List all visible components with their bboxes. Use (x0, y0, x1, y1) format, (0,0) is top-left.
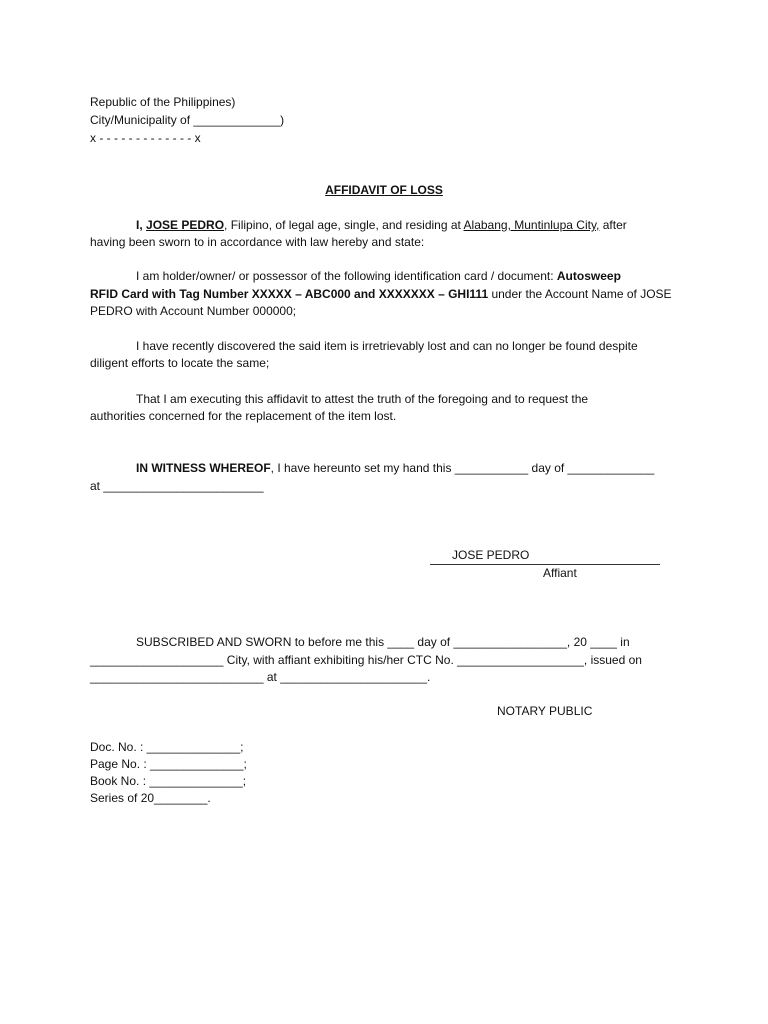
intro-line-1 (136, 217, 627, 234)
witness-text: , I have hereunto set my hand this ___________ day of _____________ (270, 461, 655, 475)
para1-text: I am holder/owner/ or possessor of the following identification card / document: (136, 269, 557, 283)
para3-line-2: authorities concerned for the replacement of the item lost. (90, 409, 397, 423)
para1-line-3: PEDRO with Account Number 000000; (90, 304, 297, 318)
notary-public-label: NOTARY PUBLIC (497, 704, 593, 718)
para2-line-2: diligent efforts to locate the same; (90, 356, 270, 370)
intro-lead: I, (136, 218, 147, 232)
page-number: Page No. : ______________; (90, 757, 247, 771)
caption-city: City/Municipality of _____________) (90, 113, 285, 127)
jurat-line-3: __________________________ at ______________________. (90, 670, 431, 684)
intro-line-2: having been sworn to in accordance with law hereby and state: (90, 235, 425, 249)
document-title: AFFIDAVIT OF LOSS (325, 183, 443, 197)
jurat-line-2: ____________________ City, with affiant exhibiting his/her CTC No. ___________________, issued on (90, 653, 642, 667)
para1-item: Autosweep (556, 269, 621, 283)
affiant-name: JOSE PEDRO (146, 218, 225, 232)
affiant-address: Alabang, Muntinlupa City, (463, 218, 600, 232)
series-year: Series of 20________. (90, 791, 211, 805)
caption-republic: Republic of the Philippines) (90, 95, 236, 109)
book-number: Book No. : ______________; (90, 774, 247, 788)
para3-line-1: That I am executing this affidavit to attest the truth of the foregoing and to request the (136, 392, 589, 406)
witness-heading: IN WITNESS WHEREOF (136, 461, 271, 475)
witness-line-1 (136, 460, 654, 477)
signature-role: Affiant (543, 566, 577, 580)
para1-account: under the Account Name of JOSE (488, 287, 672, 301)
signature-name: JOSE PEDRO (452, 548, 530, 562)
jurat-line-1: SUBSCRIBED AND SWORN to before me this ____ day of _________________, 20 ____ in (136, 635, 630, 649)
para1-line-1 (136, 268, 621, 285)
para1-line-2 (90, 286, 672, 303)
caption-separator: x - - - - - - - - - - - - - x (90, 131, 201, 145)
doc-number: Doc. No. : ______________; (90, 740, 244, 754)
para2-line-1: I have recently discovered the said item is irretrievably lost and can no longer be found despite (136, 339, 638, 353)
intro-mid: , Filipino, of legal age, single, and residing at (224, 218, 464, 232)
intro-tail: after (599, 218, 627, 232)
rfid-card-details: RFID Card with Tag Number XXXXX – ABC000 and XXXXXXX – GHI111 (90, 287, 489, 301)
witness-line-2: at ________________________ (90, 479, 264, 493)
